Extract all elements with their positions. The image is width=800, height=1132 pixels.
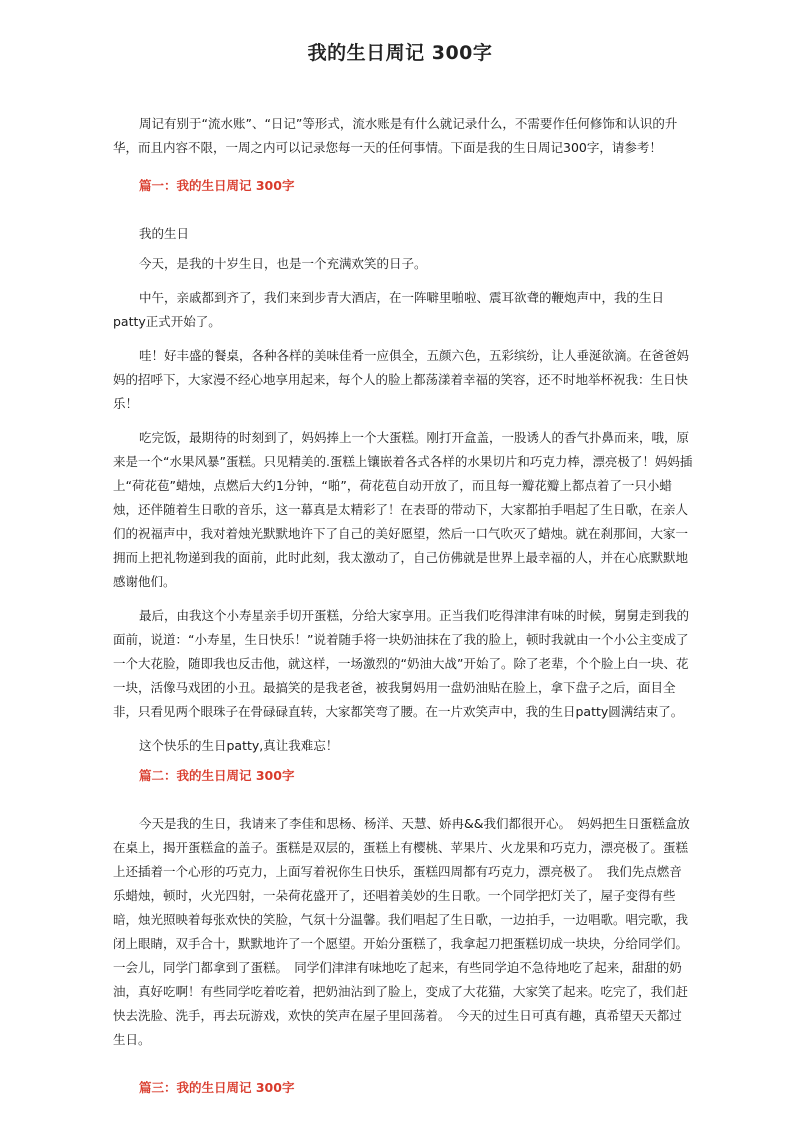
document-body [113,112,693,1100]
section-heading-2: 篇二：我的生日周记 300字 [139,768,295,783]
paragraph: 这个快乐的生日patty,真让我难忘！ [139,738,339,753]
paragraph: 今天是我的生日，我请来了李佳和思杨、杨洋、天慧、娇冉&&我们都很开心。 妈妈把生日蛋糕盒放在桌上，揭开蛋糕盒的盖子。蛋糕是双层的，蛋糕上有樱桃、苹果片、火龙果和巧克力，漂亮极了。蛋糕上还插着一个心形的巧克力，上面写着祝你生日快乐，蛋糕四周都有巧克力，漂亮极了。 我们先点燃音乐蜡烛，顿时，火光四射，一朵荷花盛开了，还唱着美妙的生日歌。一个同学把灯关了，屋子变得有些暗，烛光照映着每张欢快的笑脸，气氛十分温馨。我们唱起了生日歌，一边拍手，一边唱歌。唱完歌，我闭上眼睛，双手合十，默默地许了一个愿望。开始分蛋糕了，我拿起刀把蛋糕切成一块块，分给同学们。一会儿，同学门都拿到了蛋糕。 同学们津津有味地吃了起来，有些同学迫不急待地吃了起来，甜甜的奶油，真好吃啊！有些同学吃着吃着，把奶油沾到了脸上，变成了大花猫，大家笑了起来。吃完了，我们赶快去洗脸、洗手，再去玩游戏，欢快的笑声在屋子里回荡着。 今天的过生日可真有趣，真希望天天都过生日。 [113,816,690,1047]
paragraph: 今天，是我的十岁生日，也是一个充满欢笑的日子。 [139,256,427,271]
section-heading-3: 篇三：我的生日周记 300字 [139,1080,295,1095]
section-heading-1: 篇一：我的生日周记 300字 [139,178,295,193]
paragraph: 中午，亲戚都到齐了，我们来到步青大酒店，在一阵噼里啪啦、震耳欲聋的鞭炮声中，我的生日patty正式开始了。 [113,290,665,329]
paragraph: 我的生日 [139,226,190,241]
paragraph: 最后，由我这个小寿星亲手切开蛋糕，分给大家享用。正当我们吃得津津有味的时候，舅舅走到我的面前，说道：“小寿星，生日快乐！”说着随手将一块奶油抹在了我的脸上，顿时我就由一个小公主变成了一个大花脸，随即我也反击他，就这样，一场激烈的“奶油大战”开始了。除了老辈，个个脸上白一块、花一块，活像马戏团的小丑。最搞笑的是我老爸，被我舅妈用一盘奶油贴在脸上，拿下盘子之后，面目全非，只看见两个眼珠子在骨碌碌直转，大家都笑弯了腰。在一片欢笑声中，我的生日patty圆满结束了。 [113,608,690,719]
paragraph: 哇！好丰盛的餐桌，各种各样的美味佳肴一应俱全，五颜六色，五彩缤纷，让人垂涎欲滴。在爸爸妈妈的招呼下，大家漫不经心地享用起来，每个人的脸上都荡漾着幸福的笑容，还不时地举杯祝我：生日快乐！ [113,348,690,411]
paragraph: 吃完饭，最期待的时刻到了，妈妈捧上一个大蛋糕。刚打开盒盖，一股诱人的香气扑鼻而来，哦，原来是一个“水果风暴”蛋糕。只见精美的.蛋糕上镶嵌着各式各样的水果切片和巧克力棒，漂亮极了！妈妈插上“荷花苞”蜡烛，点燃后大约1分钟，“啪”，荷花苞自动开放了，而且每一瓣花瓣上都点着了一只小蜡烛，还伴随着生日歌的音乐，这一幕真是太精彩了！在表哥的带动下，大家都拍手唱起了生日歌，在亲人们的祝福声中，我对着烛光默默地许下了自己的美好愿望，然后一口气吹灭了蜡烛。就在刹那间，大家一拥而上把礼物递到我的面前，此时此刻，我太激动了，自己仿佛就是世界上最幸福的人，并在心底默默地感谢他们。 [113,430,693,589]
intro-paragraph: 周记有别于“流水账”、“日记”等形式，流水账是有什么就记录什么，不需要作任何修饰和认识的升华，而且内容不限，一周之内可以记录您每一天的任何事情。下面是我的生日周记300字，请参考！ [113,116,678,155]
document-title: 我的生日周记 300字 [307,42,493,64]
